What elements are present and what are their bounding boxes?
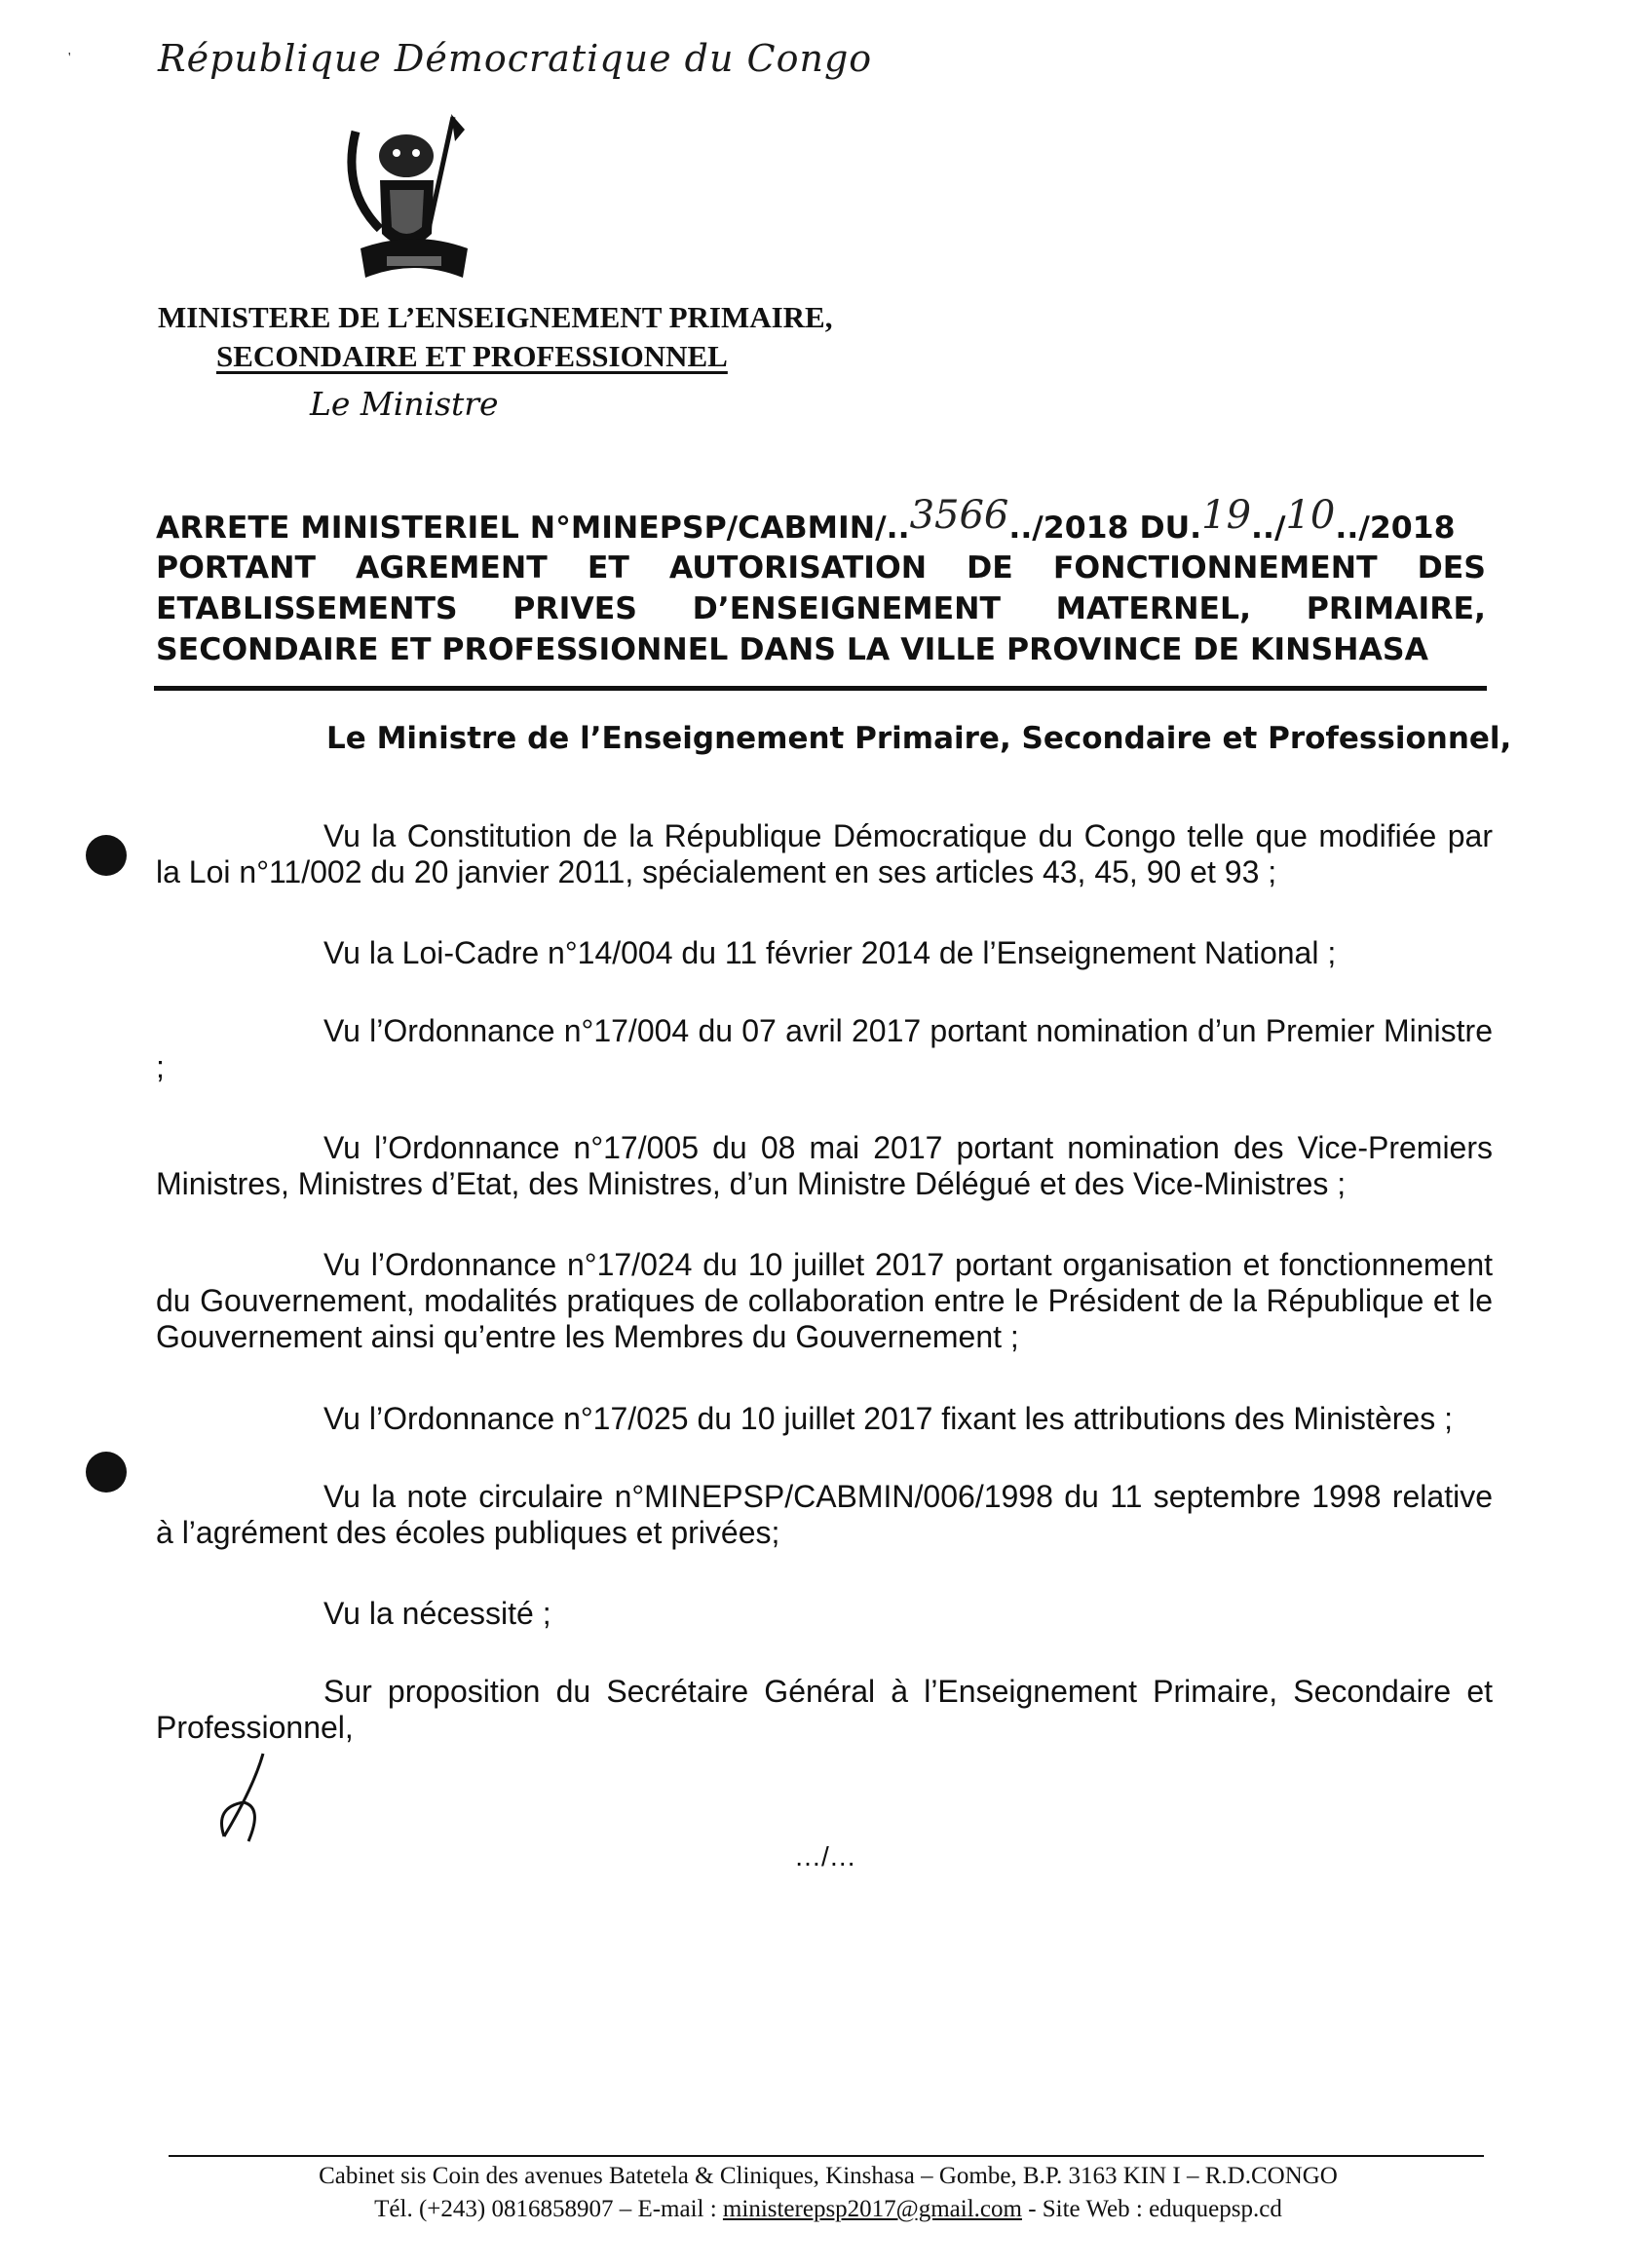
punch-hole <box>86 835 127 876</box>
recital-paragraph: Vu la note circulaire n°MINEPSP/CABMIN/006/1998 du 11 septembre 1998 relative à l’agrément des écoles publiques et privées; <box>156 1479 1493 1550</box>
punch-hole <box>86 1452 127 1493</box>
recital-paragraph: Vu l’Ordonnance n°17/005 du 08 mai 2017 portant nomination des Vice-Premiers Ministres, Ministres d’Etat, des Ministres, d’un Ministre Délégué et des Vice-Ministres ; <box>156 1130 1493 1201</box>
footer-site: - Site Web : eduquepsp.cd <box>1021 2196 1282 2222</box>
continued-marker: …/… <box>794 1841 856 1871</box>
footer-tel: Tél. (+243) 0816858907 – E-mail : <box>374 2196 723 2222</box>
decree-number-dots: .. <box>886 510 910 546</box>
decree-date-label: /2018 DU <box>1032 510 1191 546</box>
footer-rule <box>169 2155 1484 2157</box>
decree-day-handwritten: 19 <box>1201 493 1252 538</box>
title-rule <box>154 686 1487 691</box>
recital-paragraph: Vu l’Ordonnance n°17/024 du 10 juillet 2017 portant organisation et fonctionnement du Gouvernement, modalités pratiques de collaboration entre le Président de la République et le Gouvernement ainsi qu’entre les Membres du Gouvernement ; <box>156 1247 1493 1354</box>
minister-signature-title: Le Ministre <box>310 385 499 423</box>
recital-paragraph: Sur proposition du Secrétaire Général à l’Enseignement Primaire, Secondaire et Professionnel, <box>156 1674 1493 1745</box>
footer-address: Cabinet sis Coin des avenues Batetela & Cliniques, Kinshasa – Gombe, B.P. 3163 KIN I – R.D.CONGO <box>319 2163 1338 2189</box>
decree-year: /2018 <box>1358 510 1456 546</box>
footer-email[interactable]: ministerepsp2017@gmail.com <box>722 2196 1022 2222</box>
recital-paragraph: Vu l’Ordonnance n°17/025 du 10 juillet 2017 fixant les attributions des Ministères ; <box>323 1401 1453 1436</box>
drc-coat-of-arms-icon <box>336 112 492 285</box>
decree-number-handwritten: 3566 <box>909 493 1009 538</box>
recital-paragraph: Vu l’Ordonnance n°17/004 du 07 avril 2017 portant nomination d’un Premier Ministre ; <box>156 1013 1493 1084</box>
decree-number-prefix: ARRETE MINISTERIEL N°MINEPSP/CABMIN/ <box>156 510 887 546</box>
footer-contact <box>156 2196 1500 2223</box>
ministry-line-1: MINISTERE DE L’ENSEIGNEMENT PRIMAIRE, <box>158 300 833 334</box>
republic-heading: République Démocratique du Congo <box>158 37 873 80</box>
stray-mark: ' <box>68 51 71 65</box>
recital-paragraph: Vu la nécessité ; <box>323 1596 551 1631</box>
decree-title-line-4: SECONDAIRE ET PROFESSIONNEL DANS LA VILLE PROVINCE DE KINSHASA <box>156 632 1428 667</box>
recital-paragraph: Vu la Constitution de la République Démocratique du Congo telle que modifiée par la Loi n°11/002 du 20 janvier 2011, spécialement en ses articles 43, 45, 90 et 93 ; <box>156 818 1493 889</box>
ministry-line-2: SECONDAIRE ET PROFESSIONNEL <box>216 339 728 373</box>
decree-month-handwritten: 10 <box>1285 493 1336 538</box>
initials-signature <box>209 1749 278 1846</box>
decree-title-line-3: ETABLISSEMENTS PRIVES D’ENSEIGNEMENT MATERNEL, PRIMAIRE, <box>156 591 1486 626</box>
recital-paragraph: Vu la Loi-Cadre n°14/004 du 11 février 2014 de l’Enseignement National ; <box>323 935 1337 970</box>
decree-title-line-1: ARRETE MINISTERIEL N°MINEPSP/CABMIN/..3566../2018 DU.19../10../2018 <box>156 493 1456 546</box>
decree-title-line-2: PORTANT AGREMENT ET AUTORISATION DE FONCTIONNEMENT DES <box>156 550 1486 586</box>
preamble: Le Ministre de l’Enseignement Primaire, Secondaire et Professionnel, <box>326 721 1512 756</box>
